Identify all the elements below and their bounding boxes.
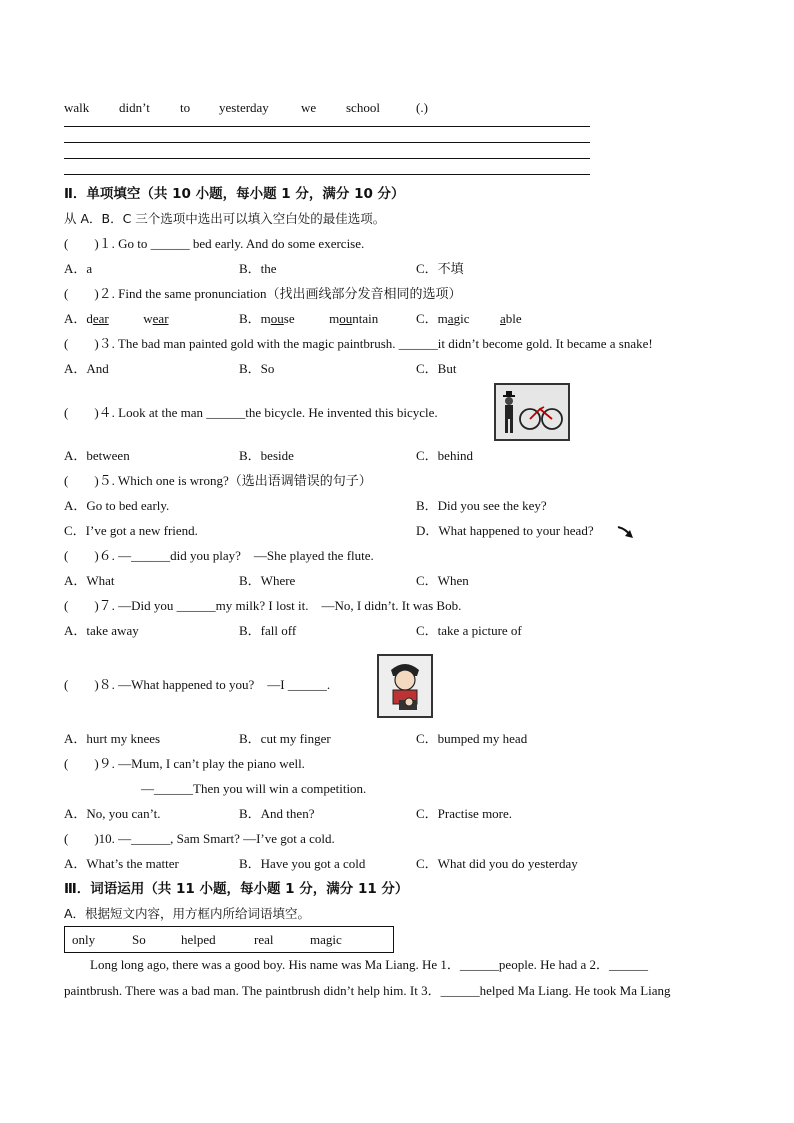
option-b[interactable]: B．Did you see the key? xyxy=(416,498,547,513)
question-stem: ( )10. —______, Sam Smart? —I’ve got a cold. xyxy=(64,831,335,846)
penny-farthing-illustration xyxy=(496,385,568,439)
option-a[interactable]: A．What xyxy=(64,573,115,588)
option-b[interactable]: B．beside xyxy=(239,448,294,463)
box-word: real xyxy=(254,932,274,947)
underlined-sound: ou xyxy=(270,311,284,326)
option-b[interactable]: B．So xyxy=(239,361,275,376)
answer-line[interactable] xyxy=(64,174,590,175)
section-instruction: A．根据短文内容，用方框内所给词语填空。 xyxy=(64,906,311,921)
question-stem: ( )７. —Did you ______my milk? I lost it. —No, I didn’t. It was Bob. xyxy=(64,598,462,613)
scramble-punct: (.) xyxy=(416,100,428,115)
option-a[interactable]: A．And xyxy=(64,361,109,376)
boy-picture xyxy=(377,654,433,718)
option-a[interactable]: A．hurt my knees xyxy=(64,731,161,746)
option-a[interactable]: A．a xyxy=(64,261,93,276)
option-c[interactable]: C．take a picture of xyxy=(416,623,522,638)
question-stem: ( )４. Look at the man ______the bicycle. He invented this bicycle. xyxy=(64,405,438,420)
scramble-word: we xyxy=(301,100,317,115)
option-a[interactable]: A．take away xyxy=(64,623,139,638)
option-letter: C．m xyxy=(416,311,448,326)
underlined-sound: ou xyxy=(339,311,353,326)
question-stem: ( )６. —______did you play? —She played the flute. xyxy=(64,548,374,563)
word-rest: ntain xyxy=(352,311,379,326)
option-b[interactable] xyxy=(239,311,378,327)
option-b[interactable]: B．the xyxy=(239,261,277,276)
question-stem: ( )９. —Mum, I can’t play the piano well. xyxy=(64,756,305,771)
passage-line: paintbrush. There was a bad man. The paintbrush didn’t help him. It 3．______helped Ma Liang. He took Ma Liang xyxy=(64,983,671,998)
box-word: only xyxy=(72,932,96,947)
option-c[interactable]: C．What did you do yesterday xyxy=(416,856,578,871)
option-b[interactable]: B．cut my finger xyxy=(239,731,331,746)
scramble-word: didn’t xyxy=(119,100,150,115)
option-c[interactable] xyxy=(416,311,522,327)
option-b[interactable]: B．Where xyxy=(239,573,296,588)
option-b[interactable]: B．fall off xyxy=(239,623,297,638)
option-a[interactable]: A．What’s the matter xyxy=(64,856,179,871)
section-title: Ⅱ．单项填空（共 10 小题，每小题 1 分，满分 10 分） xyxy=(64,186,405,202)
passage-line: Long long ago, there was a good boy. His name was Ma Liang. He 1．______people. He had a 2．______ xyxy=(90,957,649,972)
section-title: Ⅲ．词语运用（共 11 小题，每小题 1 分，满分 11 分） xyxy=(64,881,409,897)
option-letter: B．m xyxy=(239,311,271,326)
word-rest: gic xyxy=(453,311,470,326)
option-a[interactable] xyxy=(64,311,169,327)
word-start: w xyxy=(143,311,153,326)
word-start: m xyxy=(329,311,340,326)
option-a[interactable]: A．between xyxy=(64,448,130,463)
option-c[interactable]: C．But xyxy=(416,361,457,376)
question-stem: ( )１. Go to ______ bed early. And do some exercise. xyxy=(64,236,365,251)
option-c[interactable]: C．Practise more. xyxy=(416,806,513,821)
scramble-word: school xyxy=(346,100,380,115)
answer-line[interactable] xyxy=(64,158,590,159)
option-c[interactable]: C．不填 xyxy=(416,261,464,276)
underlined-sound: a xyxy=(447,311,454,326)
question-stem: ( )２. Find the same pronunciation（找出画线部分发音相同的选项） xyxy=(64,286,462,301)
hurt-boy-illustration xyxy=(379,656,431,716)
question-stem-line2: —______Then you will win a competition. xyxy=(141,781,367,796)
option-b[interactable]: B．And then? xyxy=(239,806,315,821)
question-stem: ( )３. The bad man painted gold with the magic paintbrush. ______it didn’t become gold. It became a snake! xyxy=(64,336,653,351)
option-d[interactable]: D．What happened to your head? xyxy=(416,523,594,538)
underlined-sound: a xyxy=(499,311,506,326)
box-word: magic xyxy=(310,932,342,947)
scramble-word: yesterday xyxy=(219,100,269,115)
option-b[interactable]: B．Have you got a cold xyxy=(239,856,366,871)
option-letter: A．d xyxy=(64,311,93,326)
option-c[interactable]: C．I’ve got a new friend. xyxy=(64,523,198,538)
underlined-sound: ear xyxy=(152,311,169,326)
option-c[interactable]: C．When xyxy=(416,573,469,588)
section-instruction: 从 A．B．C 三个选项中选出可以填入空白处的最佳选项。 xyxy=(64,211,386,226)
question-stem: ( )８. —What happened to you? —I ______. xyxy=(64,677,331,692)
underlined-sound: ear xyxy=(92,311,109,326)
option-a[interactable]: A．No, you can’t. xyxy=(64,806,161,821)
option-a[interactable]: A．Go to bed early. xyxy=(64,498,170,513)
scramble-word: walk xyxy=(64,100,90,115)
option-c[interactable]: C．behind xyxy=(416,448,474,463)
box-word: helped xyxy=(181,932,216,947)
word-rest: ble xyxy=(505,311,522,326)
bicycle-picture xyxy=(494,383,570,441)
box-word: So xyxy=(132,932,146,947)
falling-intonation-arrow-icon xyxy=(616,524,636,540)
scramble-word: to xyxy=(180,100,191,115)
answer-line[interactable] xyxy=(64,126,590,127)
answer-line[interactable] xyxy=(64,142,590,143)
word-box xyxy=(64,926,394,953)
word-rest: se xyxy=(283,311,295,326)
question-stem: ( )５. Which one is wrong?（选出语调错误的句子） xyxy=(64,473,372,488)
option-c[interactable]: C．bumped my head xyxy=(416,731,528,746)
